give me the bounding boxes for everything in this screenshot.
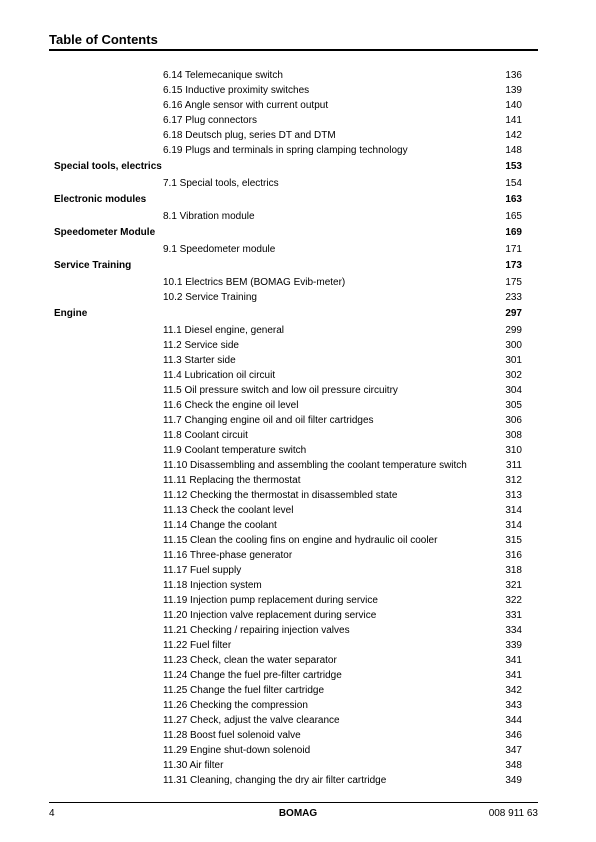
page-title: Table of Contents xyxy=(49,32,158,47)
toc-entry-page: 315 xyxy=(505,535,522,546)
toc-entry[interactable] xyxy=(0,275,596,290)
toc-section-entry[interactable] xyxy=(0,225,596,241)
toc-entry-title: 11.28 Boost fuel solenoid valve xyxy=(163,730,301,741)
toc-entry[interactable] xyxy=(0,548,596,563)
toc-entry-page: 342 xyxy=(505,685,522,696)
toc-entry-title: 11.16 Three-phase generator xyxy=(163,550,293,561)
toc-entry-page: 308 xyxy=(505,430,522,441)
toc-entry-page: 331 xyxy=(505,610,522,621)
toc-list xyxy=(0,68,596,788)
toc-entry[interactable] xyxy=(0,368,596,383)
toc-entry-title: 11.23 Check, clean the water separator xyxy=(163,655,337,666)
toc-entry[interactable] xyxy=(0,209,596,224)
toc-entry-page: 314 xyxy=(505,520,522,531)
toc-entry-title: Speedometer Module xyxy=(54,227,156,238)
toc-entry-page: 299 xyxy=(505,325,522,336)
footer-rule xyxy=(49,802,538,803)
toc-entry-title: 11.5 Oil pressure switch and low oil pressure circuitry xyxy=(163,385,398,396)
toc-entry-title: 11.21 Checking / repairing injection valves xyxy=(163,625,350,636)
toc-entry-title: Special tools, electrics xyxy=(54,161,162,172)
toc-entry-title: 6.19 Plugs and terminals in spring clamping technology xyxy=(163,145,408,156)
header-rule xyxy=(49,49,538,51)
toc-entry-page: 349 xyxy=(505,775,522,786)
toc-entry-page: 141 xyxy=(505,115,522,126)
toc-entry-page: 165 xyxy=(505,211,522,222)
toc-entry[interactable] xyxy=(0,428,596,443)
toc-entry[interactable] xyxy=(0,353,596,368)
toc-entry-page: 318 xyxy=(505,565,522,576)
toc-entry-page: 153 xyxy=(505,161,522,172)
toc-entry-title: 6.16 Angle sensor with current output xyxy=(163,100,329,111)
toc-entry-title: 11.8 Coolant circuit xyxy=(163,430,248,441)
toc-entry-title: 11.10 Disassembling and assembling the coolant temperature switch xyxy=(163,460,467,471)
toc-entry[interactable] xyxy=(0,383,596,398)
toc-entry-page: 334 xyxy=(505,625,522,636)
footer-page-number: 4 xyxy=(49,808,55,819)
toc-entry-title: 11.12 Checking the thermostat in disassembled state xyxy=(163,490,398,501)
toc-entry[interactable] xyxy=(0,563,596,578)
toc-entry-title: 11.11 Replacing the thermostat xyxy=(163,475,301,486)
toc-entry-page: 140 xyxy=(505,100,522,111)
toc-entry-page: 314 xyxy=(505,505,522,516)
toc-entry[interactable] xyxy=(0,413,596,428)
toc-entry-page: 154 xyxy=(505,178,522,189)
toc-entry-page: 341 xyxy=(505,670,522,681)
toc-entry-title: 6.17 Plug connectors xyxy=(163,115,257,126)
toc-entry-title: Engine xyxy=(54,308,88,319)
toc-entry-page: 297 xyxy=(505,308,522,319)
toc-entry-page: 302 xyxy=(505,370,522,381)
toc-entry-page: 310 xyxy=(505,445,522,456)
toc-entry-title: 11.31 Cleaning, changing the dry air filter cartridge xyxy=(163,775,387,786)
toc-entry[interactable] xyxy=(0,338,596,353)
toc-entry-page: 169 xyxy=(505,227,522,238)
toc-entry-page: 321 xyxy=(505,580,522,591)
toc-entry-title: 11.1 Diesel engine, general xyxy=(163,325,285,336)
toc-entry[interactable] xyxy=(0,143,596,158)
footer-doc-number: 008 911 63 xyxy=(488,808,538,819)
toc-entry[interactable] xyxy=(0,242,596,257)
toc-entry-title: 7.1 Special tools, electrics xyxy=(163,178,279,189)
toc-entry-page: 344 xyxy=(505,715,522,726)
toc-entry-title: 11.17 Fuel supply xyxy=(163,565,242,576)
toc-entry-page: 348 xyxy=(505,760,522,771)
toc-entry[interactable] xyxy=(0,488,596,503)
toc-entry[interactable] xyxy=(0,758,596,773)
toc-entry[interactable] xyxy=(0,638,596,653)
toc-entry[interactable] xyxy=(0,593,596,608)
toc-entry-page: 173 xyxy=(505,260,522,271)
toc-entry-title: 11.7 Changing engine oil and oil filter cartridges xyxy=(163,415,374,426)
toc-entry-page: 163 xyxy=(505,194,522,205)
toc-entry-page: 339 xyxy=(505,640,522,651)
toc-entry-title: Electronic modules xyxy=(54,194,147,205)
toc-entry-title: 11.26 Checking the compression xyxy=(163,700,308,711)
toc-entry-title: 9.1 Speedometer module xyxy=(163,244,276,255)
toc-entry-title: 11.18 Injection system xyxy=(163,580,262,591)
toc-entry-title: 11.22 Fuel filter xyxy=(163,640,232,651)
toc-entry[interactable] xyxy=(0,608,596,623)
toc-entry-page: 301 xyxy=(505,355,522,366)
toc-entry-page: 312 xyxy=(505,475,522,486)
toc-entry-page: 300 xyxy=(505,340,522,351)
footer-brand: BOMAG xyxy=(278,808,318,819)
toc-entry[interactable] xyxy=(0,290,596,305)
toc-entry-page: 341 xyxy=(505,655,522,666)
toc-entry[interactable] xyxy=(0,668,596,683)
toc-entry-title: 11.27 Check, adjust the valve clearance xyxy=(163,715,340,726)
toc-entry-title: 11.2 Service side xyxy=(163,340,239,351)
toc-entry[interactable] xyxy=(0,653,596,668)
toc-entry[interactable] xyxy=(0,698,596,713)
toc-entry[interactable] xyxy=(0,773,596,788)
toc-entry-title: 11.4 Lubrication oil circuit xyxy=(163,370,276,381)
toc-entry[interactable] xyxy=(0,713,596,728)
toc-entry-page: 136 xyxy=(505,70,522,81)
toc-entry[interactable] xyxy=(0,176,596,191)
toc-section-entry[interactable] xyxy=(0,306,596,322)
toc-entry[interactable] xyxy=(0,458,596,473)
toc-entry[interactable] xyxy=(0,623,596,638)
toc-entry-title: Service Training xyxy=(54,260,132,271)
toc-entry-title: 11.19 Injection pump replacement during service xyxy=(163,595,378,606)
toc-entry-page: 142 xyxy=(505,130,522,141)
toc-entry-page: 306 xyxy=(505,415,522,426)
toc-entry[interactable] xyxy=(0,68,596,83)
toc-entry-page: 322 xyxy=(505,595,522,606)
toc-entry-title: 10.2 Service Training xyxy=(163,292,257,303)
toc-entry-page: 343 xyxy=(505,700,522,711)
toc-entry-title: 11.13 Check the coolant level xyxy=(163,505,294,516)
toc-entry[interactable] xyxy=(0,98,596,113)
toc-entry-title: 11.6 Check the engine oil level xyxy=(163,400,299,411)
toc-entry[interactable] xyxy=(0,533,596,548)
toc-section-entry[interactable] xyxy=(0,159,596,175)
toc-entry[interactable] xyxy=(0,473,596,488)
toc-entry[interactable] xyxy=(0,683,596,698)
toc-entry-title: 6.18 Deutsch plug, series DT and DTM xyxy=(163,130,336,141)
toc-entry-title: 11.25 Change the fuel filter cartridge xyxy=(163,685,325,696)
toc-entry[interactable] xyxy=(0,443,596,458)
toc-entry-title: 8.1 Vibration module xyxy=(163,211,255,222)
toc-entry[interactable] xyxy=(0,503,596,518)
toc-section-entry[interactable] xyxy=(0,258,596,274)
toc-entry-page: 233 xyxy=(505,292,522,303)
toc-entry-page: 139 xyxy=(505,85,522,96)
toc-entry[interactable] xyxy=(0,128,596,143)
toc-entry-page: 148 xyxy=(505,145,522,156)
toc-entry[interactable] xyxy=(0,83,596,98)
toc-entry-title: 11.29 Engine shut-down solenoid xyxy=(163,745,311,756)
toc-entry-page: 347 xyxy=(505,745,522,756)
toc-entry[interactable] xyxy=(0,578,596,593)
toc-entry-title: 11.30 Air filter xyxy=(163,760,224,771)
toc-section-entry[interactable] xyxy=(0,192,596,208)
toc-entry[interactable] xyxy=(0,518,596,533)
toc-entry-title: 11.15 Clean the cooling fins on engine and hydraulic oil cooler xyxy=(163,535,438,546)
toc-entry[interactable] xyxy=(0,398,596,413)
toc-entry[interactable] xyxy=(0,728,596,743)
toc-entry[interactable] xyxy=(0,743,596,758)
toc-entry-title: 6.14 Telemecanique switch xyxy=(163,70,283,81)
toc-entry-title: 11.3 Starter side xyxy=(163,355,236,366)
toc-entry[interactable] xyxy=(0,113,596,128)
toc-entry-page: 311 xyxy=(506,460,522,471)
toc-entry-page: 304 xyxy=(505,385,522,396)
toc-entry-title: 11.24 Change the fuel pre-filter cartridge xyxy=(163,670,342,681)
toc-entry-page: 175 xyxy=(505,277,522,288)
toc-entry-title: 10.1 Electrics BEM (BOMAG Evib-meter) xyxy=(163,277,346,288)
toc-entry-title: 6.15 Inductive proximity switches xyxy=(163,85,310,96)
toc-entry-title: 11.14 Change the coolant xyxy=(163,520,277,531)
toc-entry-title: 11.20 Injection valve replacement during service xyxy=(163,610,377,621)
toc-entry-page: 316 xyxy=(505,550,522,561)
toc-entry-title: 11.9 Coolant temperature switch xyxy=(163,445,307,456)
toc-entry-page: 346 xyxy=(505,730,522,741)
toc-entry-page: 305 xyxy=(505,400,522,411)
toc-entry[interactable] xyxy=(0,323,596,338)
toc-entry-page: 171 xyxy=(505,244,522,255)
toc-entry-page: 313 xyxy=(505,490,522,501)
